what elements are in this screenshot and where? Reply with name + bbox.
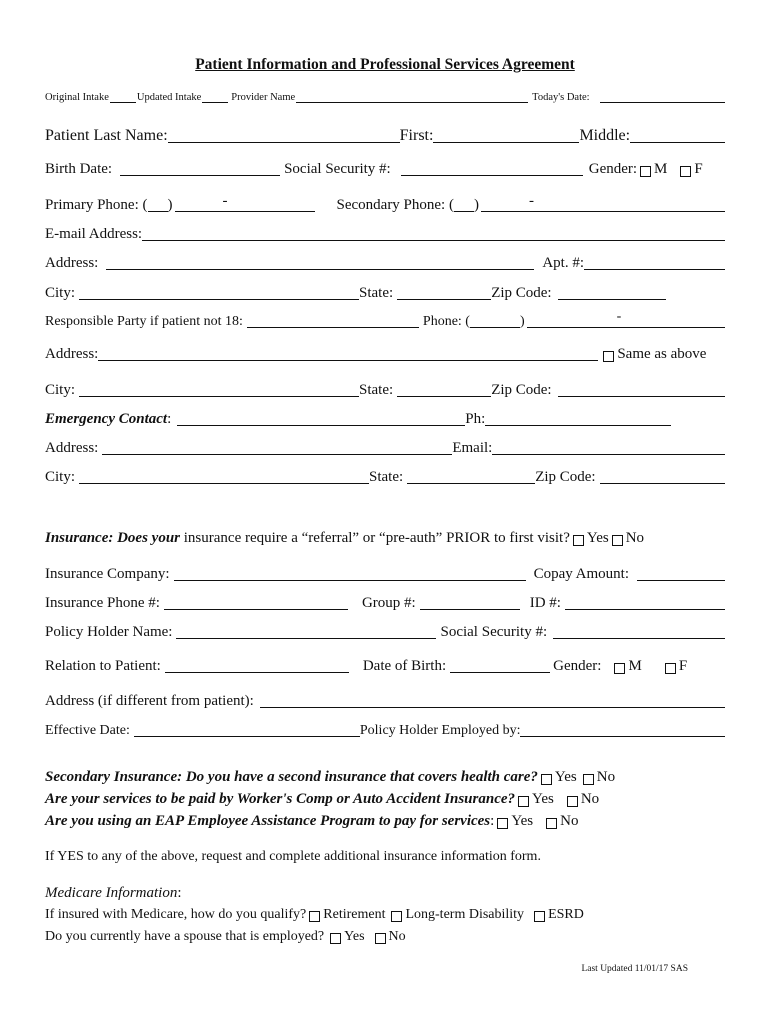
email-row [45,226,725,243]
spouse-yes-label: Yes [344,929,365,944]
secondary-yes-checkbox[interactable] [541,774,552,785]
secondary-q2-text: Are your services to be paid by Worker's Comp or Auto Accident Insurance? [45,791,516,807]
responsible-state-field[interactable] [397,382,491,397]
secondary-phone-paren: ) [473,197,479,213]
address-diff-row [45,693,725,710]
referral-yes-checkbox[interactable] [573,535,584,546]
policy-ssn-field[interactable] [553,624,725,639]
birth-date-field[interactable] [120,161,280,176]
zip-field[interactable] [558,285,666,300]
ssn-label: Social Security #: [284,161,391,177]
responsible-phone-area-field[interactable] [470,313,520,328]
first-name-label: First: [399,127,434,144]
responsible-address-field[interactable] [98,346,598,361]
primary-phone-dash: - [222,193,228,210]
responsible-zip-field[interactable] [558,382,725,397]
responsible-phone-number-field[interactable] [527,309,725,328]
email-field[interactable] [142,226,725,241]
secondary-note-row [45,849,725,865]
emergency-zip-field[interactable] [600,469,725,484]
responsible-label: Responsible Party if patient not 18: [45,313,243,329]
header-row [45,92,725,104]
middle-name-label: Middle: [579,127,631,144]
ltd-checkbox[interactable] [391,911,402,922]
secondary-q1-text: Secondary Insurance: Do you have a second insurance that covers health care? [45,769,538,785]
secondary-q2-row [45,791,725,808]
apt-field[interactable] [584,255,725,270]
state-field[interactable] [397,285,491,300]
medicare-q1-text: If insured with Medicare, how do you qualify? [45,907,307,922]
effective-date-field[interactable] [134,722,360,737]
relation-row [45,658,725,675]
same-as-above-label: Same as above [617,346,707,362]
responsible-state-label: State: [359,382,394,398]
spouse-yes-checkbox[interactable] [330,933,341,944]
policy-dob-label: Date of Birth: [362,658,447,674]
ltd-label: Long-term Disability [405,907,525,922]
effective-row [45,722,725,739]
secondary-phone-area-field[interactable] [454,197,474,212]
first-name-field[interactable] [433,128,579,143]
medicare-q2-text: Do you currently have a spouse that is employed? [45,929,325,944]
emergency-city-row [45,469,725,486]
copay-label: Copay Amount: [533,566,629,582]
original-intake-field[interactable] [110,93,136,103]
secondary-phone-label: Secondary Phone: ( [336,197,454,213]
policy-gender-f-label: F [678,658,688,674]
group-field[interactable] [420,595,520,610]
last-updated-footer: Last Updated 11/01/17 SAS [581,964,688,974]
emergency-email-label: Email: [452,440,493,456]
policy-gender-f-checkbox[interactable] [665,663,676,674]
apt-label: Apt. #: [542,255,584,271]
secondary-no-checkbox[interactable] [583,774,594,785]
secondary-yes-label: Yes [554,769,577,785]
eap-no-checkbox[interactable] [546,818,557,829]
responsible-city-row [45,382,725,399]
workers-comp-yes-checkbox[interactable] [518,796,529,807]
ssn-field[interactable] [401,161,583,176]
secondary-no-label: No [596,769,616,785]
responsible-phone-dash: - [616,309,622,324]
gender-f-label: F [694,161,703,177]
emergency-state-label: State: [369,469,404,485]
insurance-question-row [45,530,725,547]
gender-m-checkbox[interactable] [640,166,651,177]
retirement-checkbox[interactable] [309,911,320,922]
original-intake-label: Original Intake [45,92,109,103]
employed-by-field[interactable] [520,722,725,737]
provider-name-label: Provider Name [231,92,296,103]
page-title: Patient Information and Professional Services Agreement [195,56,575,73]
secondary-q3-text: Are you using an EAP Employee Assistance Program to pay for services [45,813,491,829]
emergency-label: Emergency Contact [45,411,168,427]
todays-date-field[interactable] [600,93,725,103]
responsible-city-field[interactable] [79,382,359,397]
gender-label: Gender: [588,161,638,177]
medicare-heading: Medicare Information [45,885,178,901]
esrd-label: ESRD [548,907,584,922]
workers-comp-no-label: No [580,791,600,807]
state-label: State: [359,285,394,301]
group-label: Group #: [361,595,416,611]
address-diff-label: Address (if different from patient): [45,693,254,709]
policy-holder-row [45,624,725,641]
address-row [45,255,725,272]
employed-by-label: Policy Holder Employed by: [359,722,521,738]
responsible-address-row [45,346,725,363]
emergency-contact-field[interactable] [177,411,465,426]
same-as-above-checkbox[interactable] [603,351,614,362]
emergency-address-field[interactable] [102,440,452,455]
medicare-q1-row [45,907,725,923]
secondary-q3-row [45,813,725,830]
workers-comp-yes-label: Yes [532,791,554,807]
policy-gender-m-checkbox[interactable] [614,663,625,674]
emergency-city-label: City: [45,469,76,485]
spouse-no-label: No [388,929,406,944]
eap-yes-label: Yes [511,813,534,829]
updated-intake-field[interactable] [202,93,228,103]
emergency-ph-label: Ph: [465,411,486,427]
address-label: Address: [45,255,99,271]
referral-no-checkbox[interactable] [612,535,623,546]
responsible-city-label: City: [45,382,76,398]
responsible-phone-label: Phone: ( [422,313,470,329]
updated-intake-label: Updated Intake [136,92,202,103]
effective-date-label: Effective Date: [45,722,130,738]
workers-comp-no-checkbox[interactable] [567,796,578,807]
emergency-zip-label: Zip Code: [535,469,596,485]
gender-f-checkbox[interactable] [680,166,691,177]
responsible-zip-label: Zip Code: [491,382,552,398]
insurance-company-row [45,566,725,583]
relation-label: Relation to Patient: [45,658,161,674]
id-field[interactable] [565,595,725,610]
secondary-q1-row [45,769,725,786]
primary-phone-area-field[interactable] [148,197,168,212]
middle-name-field[interactable] [630,128,725,143]
secondary-note: If YES to any of the above, request and complete additional insurance information form. [45,849,541,864]
eap-yes-checkbox[interactable] [497,818,508,829]
insurance-phone-field[interactable] [164,595,348,610]
primary-phone-paren: ) [167,197,173,213]
gender-m-label: M [654,161,668,177]
primary-phone-label: Primary Phone: ( [45,197,148,213]
responsible-address-label: Address: [45,346,99,362]
insurance-question-bold: Insurance: Does your [45,530,181,546]
responsible-row [45,309,725,330]
birth-row [45,161,725,178]
secondary-phone-number-field[interactable] [481,193,725,212]
policy-holder-label: Policy Holder Name: [45,624,173,640]
todays-date-label: Today's Date: [532,92,590,103]
secondary-q3-colon: : [490,813,495,829]
emergency-ph-field[interactable] [485,411,671,426]
copay-field[interactable] [637,566,725,581]
last-name-field[interactable] [168,128,400,143]
policy-ssn-label: Social Security #: [440,624,548,640]
id-label: ID #: [529,595,561,611]
provider-name-field[interactable] [296,93,528,103]
referral-no-label: No [625,530,645,546]
policy-gender-label: Gender: [553,658,602,674]
birth-date-label: Birth Date: [45,161,113,177]
primary-phone-number-field[interactable] [175,193,315,212]
emergency-email-field[interactable] [492,440,725,455]
medicare-heading-colon: : [177,885,182,901]
city-row [45,285,725,302]
retirement-label: Retirement [323,907,386,922]
address-diff-field[interactable] [260,693,725,708]
policy-dob-field[interactable] [450,658,550,673]
policy-holder-field[interactable] [176,624,436,639]
email-label: E-mail Address: [45,226,143,242]
insurance-company-label: Insurance Company: [45,566,170,582]
relation-field[interactable] [165,658,349,673]
policy-gender-m-label: M [628,658,642,674]
emergency-state-field[interactable] [407,469,535,484]
zip-label: Zip Code: [491,285,552,301]
city-label: City: [45,285,76,301]
city-field[interactable] [79,285,359,300]
address-field[interactable] [106,255,534,270]
secondary-phone-dash: - [528,193,534,210]
insurance-question-text: insurance require a “referral” or “pre-auth” PRIOR to first visit? [183,530,570,546]
responsible-field[interactable] [247,313,419,328]
eap-no-label: No [560,813,579,829]
insurance-phone-row [45,595,725,612]
medicare-heading-row [45,885,725,902]
last-name-label: Patient Last Name: [45,127,168,144]
emergency-address-row [45,440,725,457]
emergency-colon: : [167,411,172,427]
phone-row [45,193,725,214]
patient-name-row [45,127,725,145]
insurance-company-field[interactable] [174,566,526,581]
emergency-city-field[interactable] [79,469,369,484]
esrd-checkbox[interactable] [534,911,545,922]
emergency-row [45,411,725,428]
medicare-q2-row [45,929,725,945]
spouse-no-checkbox[interactable] [375,933,386,944]
responsible-phone-paren: ) [519,313,525,329]
insurance-phone-label: Insurance Phone #: [45,595,160,611]
emergency-address-label: Address: [45,440,99,456]
referral-yes-label: Yes [586,530,609,546]
